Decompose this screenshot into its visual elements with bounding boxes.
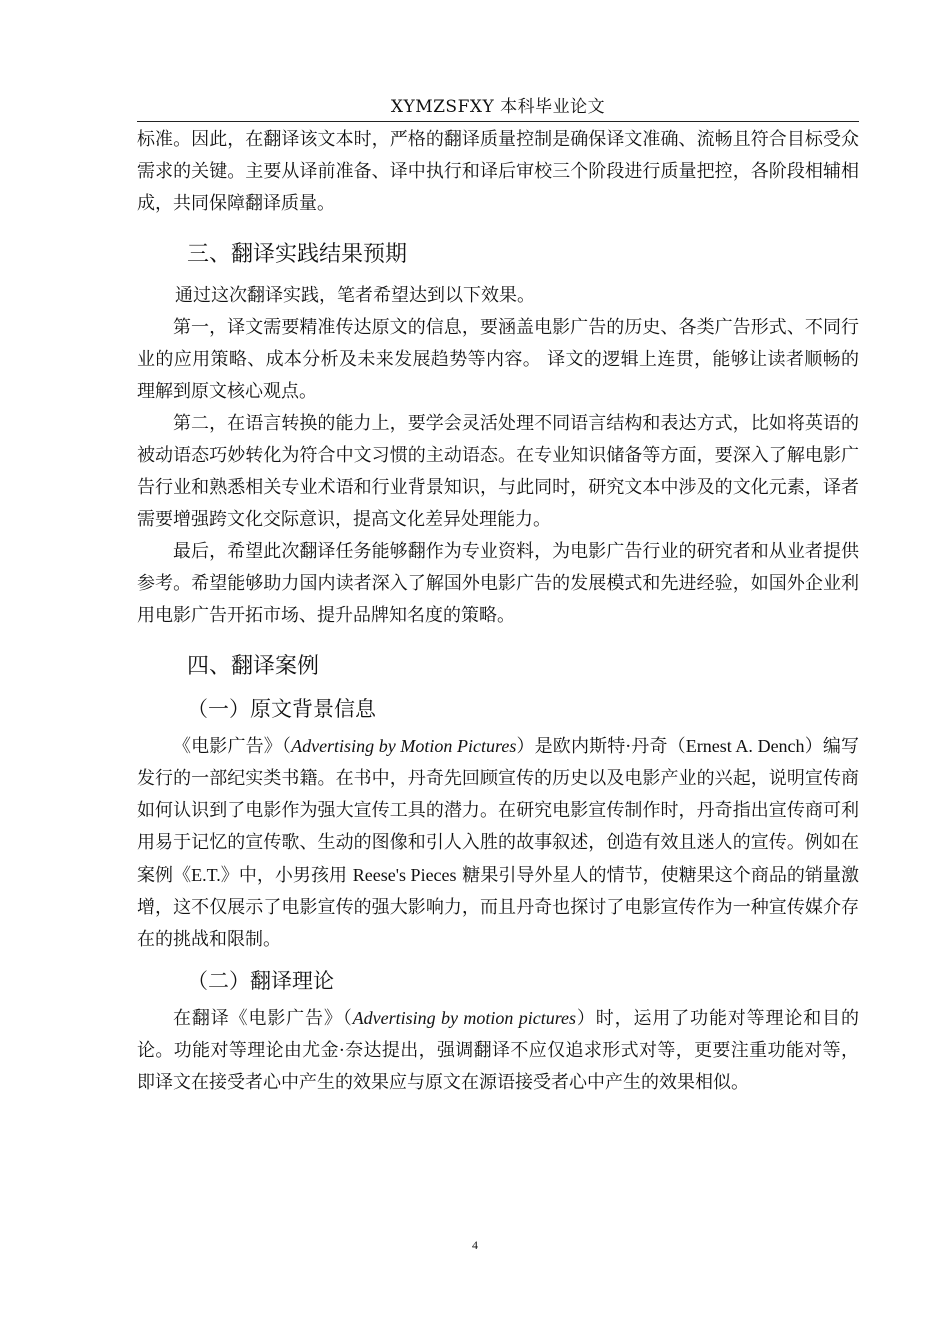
text-segment: ）是欧内斯特·丹奇（ — [516, 736, 686, 757]
paragraph-expectation-first: 第一，译文需要精准传达原文的信息，要涵盖电影广告的历史、各类广告形式、不同行业的应用策略、成本分析及未来发展趋势等内容。 译文的逻辑上连贯，能够让读者顺畅的理解到原文核心观点。 — [137, 317, 859, 402]
subsection-heading-background: （一）原文背景信息 — [187, 697, 376, 721]
paragraph-theory — [137, 1002, 859, 1099]
text-segment: 在翻译《电影广告》（ — [173, 1008, 353, 1029]
running-header: XYMZSFXY 本科毕业论文 — [390, 97, 606, 117]
text-segment: 糖果引导外星人的情节，使糖果这个商品的销量激增，这不仅展示了电影宣传的强大影响力，而且丹奇也探讨了电影宣传作为一种宣传媒介存在的挑战和限制。 — [137, 865, 859, 950]
section-heading-4: 四、翻译案例 — [187, 654, 320, 679]
paragraph-background — [137, 730, 859, 956]
text-segment: 《电影广告》（ — [173, 736, 292, 757]
book-title-en: Advertising by Motion Pictures — [291, 736, 517, 756]
paragraph-continued: 标准。因此，在翻译该文本时，严格的翻译质量控制是确保译文准确、流畅且符合目标受众需求的关键。主要从译前准备、译中执行和译后审校三个阶段进行质量把控，各阶段相辅相成，共同保障翻译质量。 — [137, 129, 859, 214]
header-divider — [137, 121, 859, 122]
text-segment: 》中，小男孩用 — [220, 865, 353, 886]
subsection-heading-theory: （二）翻译理论 — [187, 969, 334, 993]
film-title-en: E.T. — [191, 865, 221, 885]
text-segment: ）时，运用了功能对等理论和目的论。功能对等理论由尤金·奈达提出，强调翻译不应仅追求形式对等，更要注重功能对等，即译文在接受者心中产生的效果应与原文在源语接受者心中产生的效果相似。 — [137, 1008, 859, 1093]
candy-brand-en: Reese's Pieces — [352, 865, 457, 885]
paragraph-expectation-second: 第二，在语言转换的能力上，要学会灵活处理不同语言结构和表达方式，比如将英语的被动语态巧妙转化为符合中文习惯的主动语态。在专业知识储备等方面，要深入了解电影广告行业和熟悉相关专业术语和行业背景知识，与此同时，研究文本中涉及的文化元素，译者需要增强跨文化交际意识，提高文化差异处理能力。 — [137, 413, 859, 530]
section-heading-3: 三、翻译实践结果预期 — [187, 242, 408, 267]
page-body — [137, 124, 859, 1099]
page-number: 4 — [472, 1238, 478, 1252]
book-title-en: Advertising by motion pictures — [352, 1008, 577, 1028]
paragraph-expectation-intro: 通过这次翻译实践，笔者希望达到以下效果。 — [175, 285, 535, 306]
author-name-en: Ernest A. Dench — [685, 736, 805, 756]
paragraph-expectation-last: 最后，希望此次翻译任务能够翻作为专业资料，为电影广告行业的研究者和从业者提供参考。希望能够助力国内读者深入了解国外电影广告的发展模式和先进经验，如国外企业利用电影广告开拓市场、提升品牌知名度的策略。 — [137, 541, 859, 626]
text-segment: ）编写发行的一部纪实类书籍。在书中，丹奇先回顾宣传的历史以及电影产业的兴起，说明宣传商如何认识到了电影作为强大宣传工具的潜力。在研究电影宣传制作时，丹奇指出宣传商可利用易于记忆的宣传歌、生动的图像和引人入胜的故事叙述，创造有效且迷人的宣传。例如在案例《 — [137, 736, 860, 886]
